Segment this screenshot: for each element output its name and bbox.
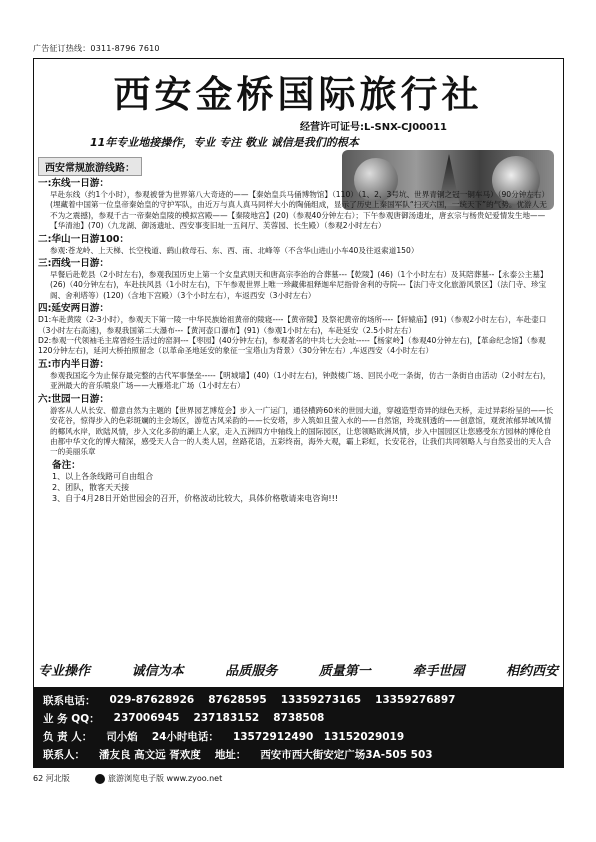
note-item: 2、团队，散客天天接 xyxy=(52,483,130,493)
qq-number: 237006945 xyxy=(113,712,180,724)
address-text: 西安市西大街安定广场3A-505 503 xyxy=(260,748,433,761)
page-number: 62 河北版 xyxy=(33,774,70,783)
section-heading: 六:世园一日游： xyxy=(38,393,109,405)
slogan-item: 质量第一 xyxy=(318,664,371,679)
phone-number: 029-87628926 xyxy=(109,694,195,706)
hotline-numbers: 13572912490 13152029019 xyxy=(232,730,405,743)
qq-number: 237183152 xyxy=(193,712,260,724)
agency-title: 西安金桥国际旅行社 xyxy=(113,72,483,116)
qq-label: 业 务 QQ： xyxy=(43,712,100,725)
phone-row xyxy=(43,691,554,709)
site-logo-icon xyxy=(95,774,105,784)
section-heading: 三:西线一日游： xyxy=(38,258,109,270)
slogan-item: 牵手世园 xyxy=(412,664,465,679)
qq-number: 8738508 xyxy=(273,712,325,724)
manager-name: 司小焰 xyxy=(106,730,138,743)
manager-row xyxy=(43,727,554,745)
section-paragraph: 早餐后赴乾县（2小时左右)，参观我国历史上第一个女皇武则天和唐高宗李治的合葬墓---【乾陵】(46)（1个小时左右）及其陪葬墓--【永泰公主墓】(26)（40分钟左右)，车赴扶风县（1小时左右)，下午参观世界上唯一珍藏佛祖释迦牟尼指骨舍利的寺院---【法门寺文化旅游风景区】（法门寺、珍宝阁、舍利塔等）(120)（含地下宫殿）（3个小时左右），车返西安（3小时左右） xyxy=(50,270,548,300)
address-label: 地址： xyxy=(214,748,247,761)
contacts-row xyxy=(43,745,554,763)
section-paragraph: 参观:苍龙岭、上天梯、长空栈道、鹞山救母石、东、西、南、北峰等（不含华山进山小车40及往返索道150） xyxy=(50,245,419,255)
note-item: 3、自于4月28日开始世园会的召开，价格波动比较大，具体价格敬请来电咨询!!! xyxy=(52,494,338,504)
section-heading: 一:东线一日游： xyxy=(38,178,109,189)
phone-number: 87628595 xyxy=(208,694,267,706)
agency-slogan: 11年专业地接操作，专业 专注 敬业 诚信是我们的根本 xyxy=(90,136,359,149)
notes-title: 备注： xyxy=(52,459,81,471)
slogan-item: 相约西安 xyxy=(505,664,558,679)
note-item: 1、以上各条线路可自由组合 xyxy=(52,472,154,482)
qq-row xyxy=(43,709,554,727)
slogan-item: 专业操作 xyxy=(38,664,91,679)
route-list xyxy=(38,176,554,504)
phone-number: 13359273165 xyxy=(280,694,362,706)
section-heading: 四:延安两日游： xyxy=(38,303,109,315)
section-paragraph: 参观我国迄今为止保存最完整的古代军事堡垒-----【明城墙】(40)（1小时左右)，钟鼓楼广场、回民小吃一条街，仿古一条街自由活动（2小时左右)，亚洲最大的音乐喷泉广场——大雁塔北广场（1小时左右） xyxy=(50,370,551,391)
section-paragraph: 早赴东线（约1个小时），参观被誉为世界第八大奇迹的——【秦始皇兵马俑博物馆】（110）（1、2、3号坑、世界青铜之冠一铜车马）（90分钟左右）(埋藏着中国第一位皇帝秦始皇的守护军队，由近万与真人真马同样大小的陶俑组成，显示了历史上秦国军队“扫灭六国，一统天下”的气势。优游人无不为之震撼)，参观千古一帝秦始皇陵的模拟宫殿——【秦陵地宫】(20)（参观40分钟左右）；下午参观唐御汤遗址，唐玄宗与杨贵妃爱情发生地——【华清池】(70)（九龙湖、御汤遗址、西安事变旧址一五间厅、芙蓉园、长生殿）（参观2小时左右） xyxy=(50,190,550,231)
phone-number: 13359276897 xyxy=(375,694,456,706)
manager-label: 负 责 人： xyxy=(43,730,93,743)
slogan-item: 诚信为本 xyxy=(131,664,184,679)
site-footer xyxy=(95,773,222,784)
phone-label: 联系电话： xyxy=(43,694,96,707)
bottom-slogans xyxy=(38,660,558,679)
section-heading: 二:华山一日游100： xyxy=(38,233,130,245)
contact-box xyxy=(33,687,564,768)
hotline-label: 24小时电话： xyxy=(151,730,219,743)
route-list-title: 西安常规旅游线路： xyxy=(38,157,142,176)
contacts-label: 联系人： xyxy=(43,748,85,761)
slogan-item: 品质服务 xyxy=(225,664,278,679)
contacts-names: 潘友良 高文远 胥欢度 xyxy=(99,748,201,761)
license-number: 经营许可证号:L-SNX-CJ00011 xyxy=(300,122,447,133)
section-paragraph: 游客从人从长安、僧意自然为主题的【世界园艺博览会】步入一广运门，通径横跨60米的世园大道，穿越造型奇异的绿色天桥，走过异彩纷呈的——长安花谷，惊得步入的色彩斑斓的主会场区，游览古风采韵的——长安塔，步入筑如且萤入水的——自然馆，玲珑别透的——创意馆，观赏浓郁异域风情的椰风水岸，欧陆风情，步入文化多韵的灞上人家，走入五洲四方中轴线上的国际园区，让您领略欧洲风情，步入中国园区让您感受东方园林的博伦自由都中华文化的博大精深，感受天人合一的人类人居，丝路花语，五彩终南，海外大观，霸上彩虹，长安花谷，让我们共同领略人与自然妥出的天人合一的美丽乐章 xyxy=(50,405,554,457)
section-paragraph: D2:参观一代领袖毛主席曾经生活过的窑洞---【枣园】(40分钟左右)，参观著名的中共七大会址-----【杨家岭】（参观40分钟左右)，【革命纪念馆】（参观120分钟左右)，延河大桥拍照留念（以革命圣地延安的象征一宝塔山为背景）（30分钟左右）,车返西安（4小时左右） xyxy=(38,336,546,356)
ad-hotline: 广告征订热线：0311-8796 7610 xyxy=(33,44,160,53)
section-paragraph: D1:车赴黄陵（2-3小时），参观天下第一陵一中华民族始祖黄帝的陵寝----【黄帝陵】及祭祀黄帝的场所----【轩辕庙】(91)（参观2小时左右），车赴壶口（3小时左右高速)，参观我国第二大瀑布---【黄河壶口瀑布】(91)（参观1小时左右)，车赴延安（2.5小时左右） xyxy=(38,315,547,335)
section-heading: 五:市内半日游： xyxy=(38,358,109,370)
site-text: 旅游浏览电子版 www.zyoo.net xyxy=(108,774,223,783)
